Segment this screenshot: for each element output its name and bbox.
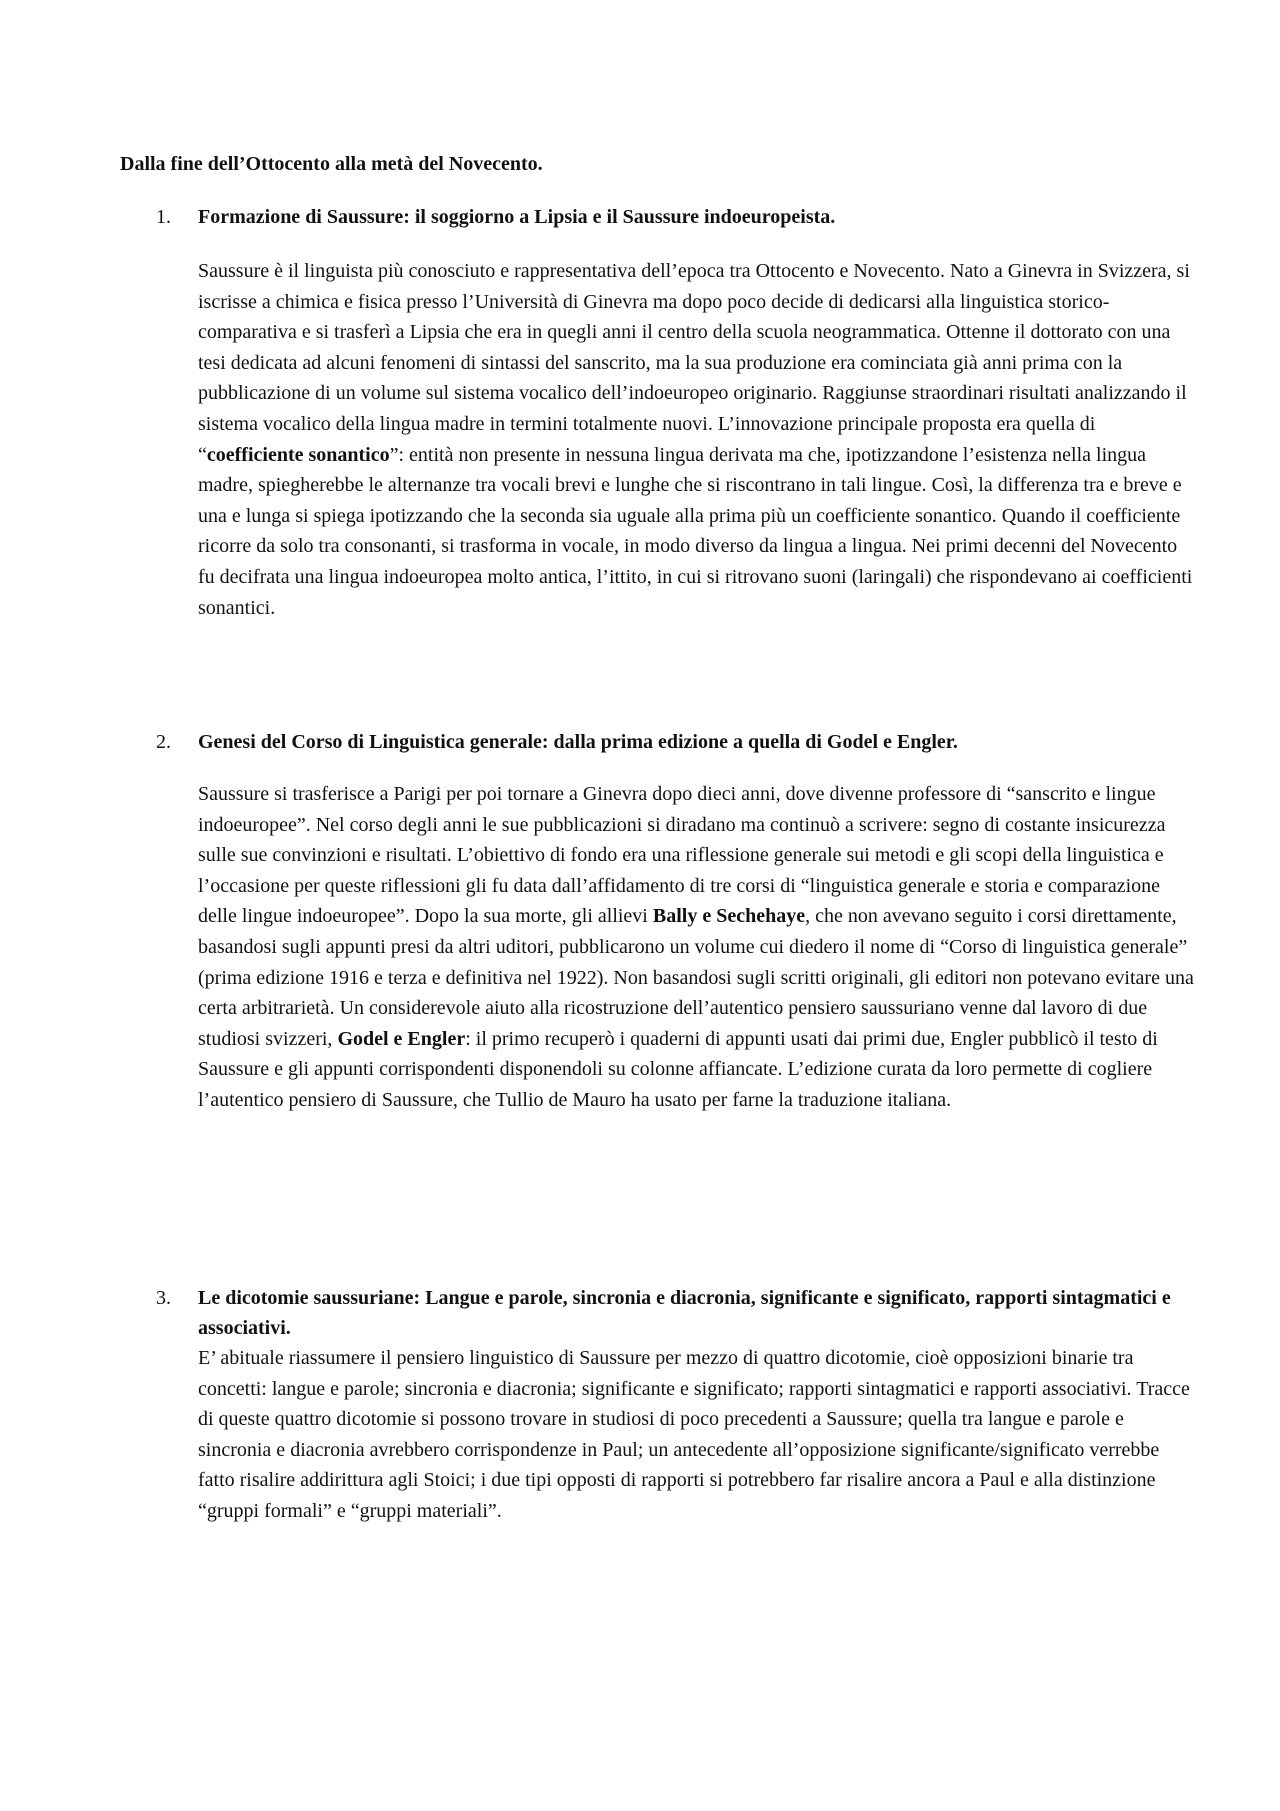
paragraph-text: : il primo recuperò i quaderni di appunti usati dai primi due, Engler pubblicò il testo di Saussure e gli appunti corrispondenti disponendoli su colonne affiancate. L’edizione curata da loro permette di cogliere l’autentico pensiero di Saussure, che Tullio de Mauro ha usato per farne la traduzione italiana. bbox=[198, 1027, 1158, 1111]
section-paragraph: E’ abituale riassumere il pensiero linguistico di Saussure per mezzo di quattro dicotomie, cioè opposizioni binarie tra concetti: langue e parole; sincronia e diacronia; significante e significato; rapporti sintagmatici e rapporti associativi. Tracce di queste quattro dicotomie si possono trovare in studiosi di poco precedenti a Saussure; quella tra langue e parole e sincronia e diacronia avrebbero corrispondenze in Paul; un antecedente all’opposizione significante/significato verrebbe fatto risalire addirittura agli Stoici; i due tipi opposti di rapporti si potrebbero far risalire ancora a Paul e alla distinzione “gruppi formali” e “gruppi materiali”. bbox=[198, 1347, 1190, 1522]
bold-term: Bally e Sechehaye bbox=[652, 905, 806, 928]
paragraph-text: ”: entità non presente in nessuna lingua derivata ma che, ipotizzandone l’esistenza nella lingua madre, spiegherebbe le alternanze tra vocali brevi e lunghe che si riscontrano in tali lingue. Così, la differenza tra e breve e una e lunga si spiega ipotizzando che la seconda sia uguale alla prima più un coefficiente sonantico. Quando il coefficiente ricorre da solo tra consonanti, si trasforma in vocale, in modo diverso da lingua a lingua. Nei primi decenni del Novecento fu decifrata una lingua indoeuropea molto antica, l’ittito, in cui si ritrovano suoni (laringali) che rispondevano ai coefficienti sonantici. bbox=[198, 443, 1193, 619]
bold-term: coefficiente sonantico bbox=[206, 443, 390, 466]
section-paragraph bbox=[198, 779, 1198, 1116]
section-heading bbox=[120, 202, 1160, 232]
section-1 bbox=[120, 202, 1193, 623]
section-heading bbox=[120, 727, 1160, 757]
paragraph-text: , che non avevano seguito i corsi direttamente, basandosi sugli appunti presi da altri uditori, pubblicarono un volume cui diedero il nome di “Corso di linguistica generale” (prima edizione 1916 e terza e definitiva nel 1922). Non basandosi sugli scritti originali, gli editori non potevano evitare una certa arbitrarietà. Un considerevole aiuto alla ricostruzione dell’autentico pensiero saussuriano venne dal lavoro di due studiosi svizzeri, bbox=[198, 905, 1194, 1050]
bold-term: Godel e Engler bbox=[337, 1027, 466, 1050]
section-number: 1. bbox=[156, 206, 171, 228]
section-heading bbox=[120, 1283, 1171, 1343]
section-number: 2. bbox=[156, 731, 171, 753]
section-3 bbox=[120, 1283, 1190, 1527]
section-2 bbox=[120, 727, 1194, 1116]
section-title: Genesi del Corso di Linguistica generale: dalla prima edizione a quella di Godel e Engler. bbox=[198, 731, 958, 753]
section-title: Formazione di Saussure: il soggiorno a Lipsia e il Saussure indoeuropeista. bbox=[198, 206, 836, 228]
document-title: Dalla fine dell’Ottocento alla metà del Novecento. bbox=[120, 153, 543, 175]
section-paragraph bbox=[198, 256, 1198, 623]
section-number: 3. bbox=[156, 1287, 171, 1309]
paragraph-text: Saussure è il linguista più conosciuto e rappresentativa dell’epoca tra Ottocento e Novecento. Nato a Ginevra in Svizzera, si iscrisse a chimica e fisica presso l’Università di Ginevra ma dopo poco decide di dedicarsi alla linguistica storico-comparativa e si trasferì a Lipsia che era in quegli anni il centro della scuola neogrammatica. Ottenne il dottorato con una tesi dedicata ad alcuni fenomeni di sintassi del sanscrito, ma la sua produzione era cominciata già anni prima con la pubblicazione di un volume sul sistema vocalico dell’indoeuropeo originario. Raggiunse straordinari risultati analizzando il sistema vocalico della lingua madre in termini totalmente nuovi. L’innovazione principale proposta era quella di “ bbox=[198, 260, 1190, 466]
paragraph-text: Saussure si trasferisce a Parigi per poi tornare a Ginevra dopo dieci anni, dove divenne professore di “sanscrito e lingue indoeuropee”. Nel corso degli anni le sue pubblicazioni si diradano ma continuò a scrivere: segno di costante insicurezza sulle sue convinzioni e risultati. L’obiettivo di fondo era una riflessione generale sui metodi e gli scopi della linguistica e l’occasione per queste riflessioni gli fu data dall’affidamento di tre corsi di “linguistica generale e storia e comparazione delle lingue indoeuropee”. Dopo la sua morte, gli allievi bbox=[198, 783, 1166, 928]
section-title: Le dicotomie saussuriane: Langue e parole, sincronia e diacronia, significante e significato, rapporti sintagmatici e associativi. bbox=[198, 1287, 1171, 1339]
